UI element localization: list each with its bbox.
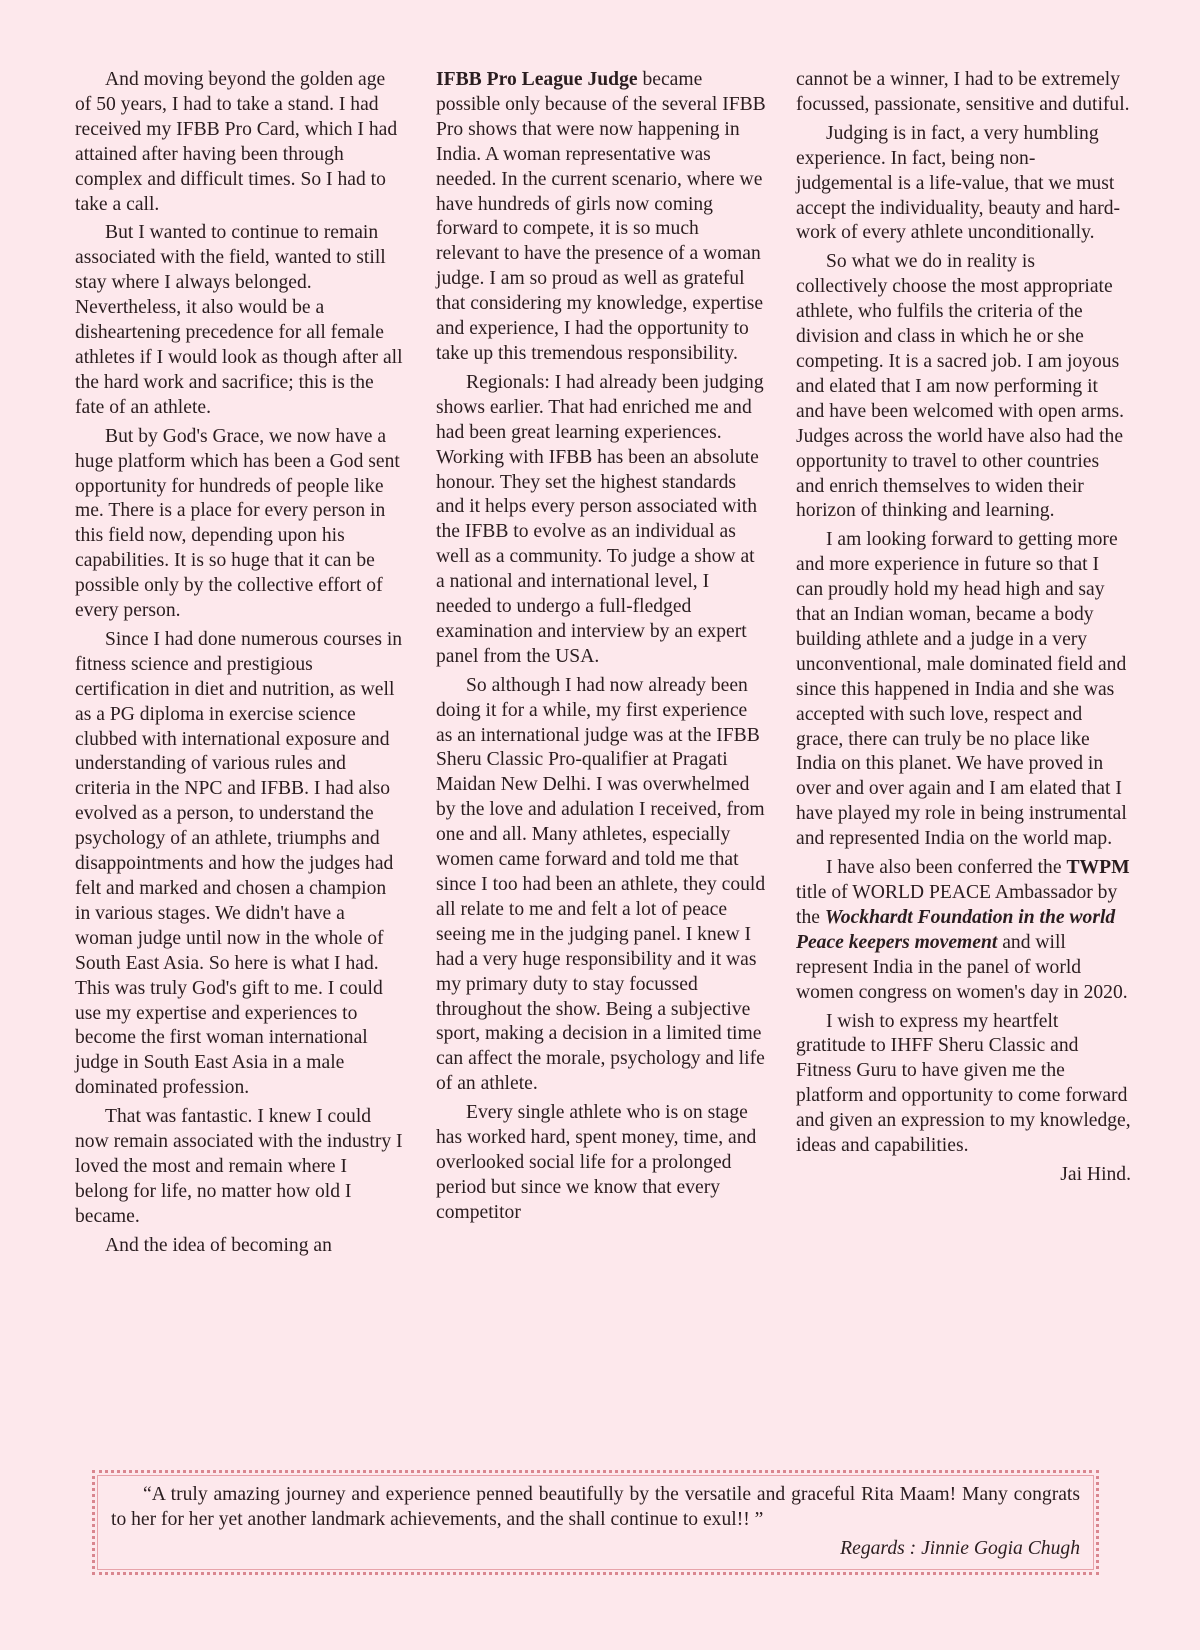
paragraph: So although I had now already been doing it for a while, my first experience as an international judge was at the IFBB Sheru Classic Pro-qualifier at Pragati Maidan New Delhi. I was overwhelmed by the love and adulation I received, from one and all. Many athletes, especially women came forward and told me that since I too had been an athlete, they could all relate to me and felt a lot of peace seeing me in the judging panel. I knew I had a very huge responsibility and it was my primary duty to stay focussed throughout the show. Being a subjective sport, making a decision in a limited time can affect the morale, psychology and life of an athlete. (436, 674, 766, 1095)
testimonial-signature: Regards : Jinnie Gogia Chugh (840, 1538, 1080, 1559)
paragraph: So what we do in reality is collectively choose the most appropriate athlete, who fulfils the criteria of the division and class in which he or she competing. It is a sacred job. I am joyous and elated that I am now performing it and have been welcomed with open arms. Judges across the world have also had the opportunity to travel to other countries and enrich themselves to widen their horizon of thinking and learning. (796, 251, 1125, 522)
paragraph: Since I had done numerous courses in fitness science and prestigious certification in diet and nutrition, as well as a PG diploma in exercise science clubbed with international exposure and understanding of various rules and criteria in the NPC and IFBB. I had also evolved as a person, to understand the psychology of an athlete, triumphs and disappointments and how the judges had felt and marked and chosen a champion in various stages. We didn't have a woman judge until now in the whole of South East Asia. So here is what I had. This was truly God's gift to me. I could use my expertise and experiences to become the first woman international judge in South East Asia in a male dominated profession. (75, 628, 403, 1099)
italic-text: Wockhardt Foundation in the world Peace keepers movement (796, 906, 1116, 953)
paragraph: Judging is in fact, a very humbling experience. In fact, being non-judgemental is a life-value, that we must accept the individuality, beauty and hard-work of every athlete unconditionally. (796, 122, 1121, 244)
column-2 (436, 68, 766, 1230)
column-3 (796, 68, 1131, 1192)
paragraph-text: became possible only because of the several IFBB Pro shows that were now happening in India. A woman representative was needed. In the current scenario, where we have hundreds of girls now coming forward to compete, it is so much relevant to have the presence of a woman judge. I am so proud as well as grateful that considering my knowledge, expertise and experience, I had the opportunity to take up this tremendous responsibility. (436, 69, 766, 364)
paragraph (436, 68, 766, 367)
paragraph-text: I have also been conferred the (826, 857, 1067, 879)
sign-off: Jai Hind. (1060, 1163, 1131, 1185)
paragraph: I wish to express my heartfelt gratitude to IHFF Sheru Classic and Fitness Guru to have given me the platform and opportunity to come forward and given an expression to my knowledge, ideas and capabilities. (796, 1010, 1131, 1157)
article-body (75, 68, 1130, 1453)
paragraph: That was fantastic. I knew I could now remain associated with the industry I loved the most and remain where I belong for life, no matter how old I became. (75, 1106, 403, 1227)
paragraph: Regionals: I had already been judging shows earlier. That had enriched me and had been great learning experiences. Working with IFBB has been an absolute honour. They set the highest standards and it helps every person associated with the IFBB to evolve as an individual as well as a community. To judge a show at a national and international level, I needed to undergo a full-fledged examination and interview by an expert panel from the USA. (436, 371, 764, 667)
paragraph: But I wanted to continue to remain associated with the field, wanted to still stay where I always belonged. Nevertheless, it also would be a disheartening precedence for all female athletes if I would look as though after all the hard work and sacrifice; this is the fate of an athlete. (75, 222, 403, 418)
column-1 (75, 68, 405, 1263)
paragraph: I am looking forward to getting more and more experience in future so that I can proudly hold my head high and say that an Indian woman, became a body building athlete and a judge in a very unconventional, male dominated field and since this happened in India and she was accepted with such love, respect and grace, there can truly be no place like India on this planet. We have proved in over and over again and I am elated that I have played my role in being instrumental and represented India on the world map. (796, 529, 1127, 850)
paragraph: cannot be a winner, I had to be extremely focussed, passionate, sensitive and dutiful. (796, 69, 1130, 115)
paragraph-text: and will represent India in the panel of world women congress on women's day in 2020. (796, 931, 1128, 1003)
paragraph: And moving beyond the golden age of 50 years, I had to take a stand. I had received my IFBB Pro Card, which I had attained after having been through complex and difficult times. So I had to take a call. (75, 69, 398, 215)
bold-text: TWPM (1066, 857, 1130, 879)
paragraph-text: title of WORLD PEACE Ambassador by the (796, 882, 1118, 928)
bold-title: IFBB Pro League Judge (436, 69, 638, 90)
testimonial-text: “A truly amazing journey and experience penned beautifully by the versatile and graceful Rita Maam! Many congrats to her for her yet another landmark achievements, and the shall continue to exul!! ” (111, 1484, 1080, 1530)
testimonial-box (92, 1470, 1099, 1575)
paragraph: Every single athlete who is on stage has worked hard, spent money, time, and overlooked social life for a prolonged period but since we know that every competitor (436, 1102, 757, 1223)
paragraph: And the idea of becoming an (105, 1234, 332, 1256)
paragraph: But by God's Grace, we now have a huge platform which has been a God sent opportunity for hundreds of people like me. There is a place for every person in this field now, depending upon his capabilities. It is so huge that it can be possible only by the collective effort of every person. (75, 425, 400, 622)
paragraph (796, 856, 1131, 1005)
